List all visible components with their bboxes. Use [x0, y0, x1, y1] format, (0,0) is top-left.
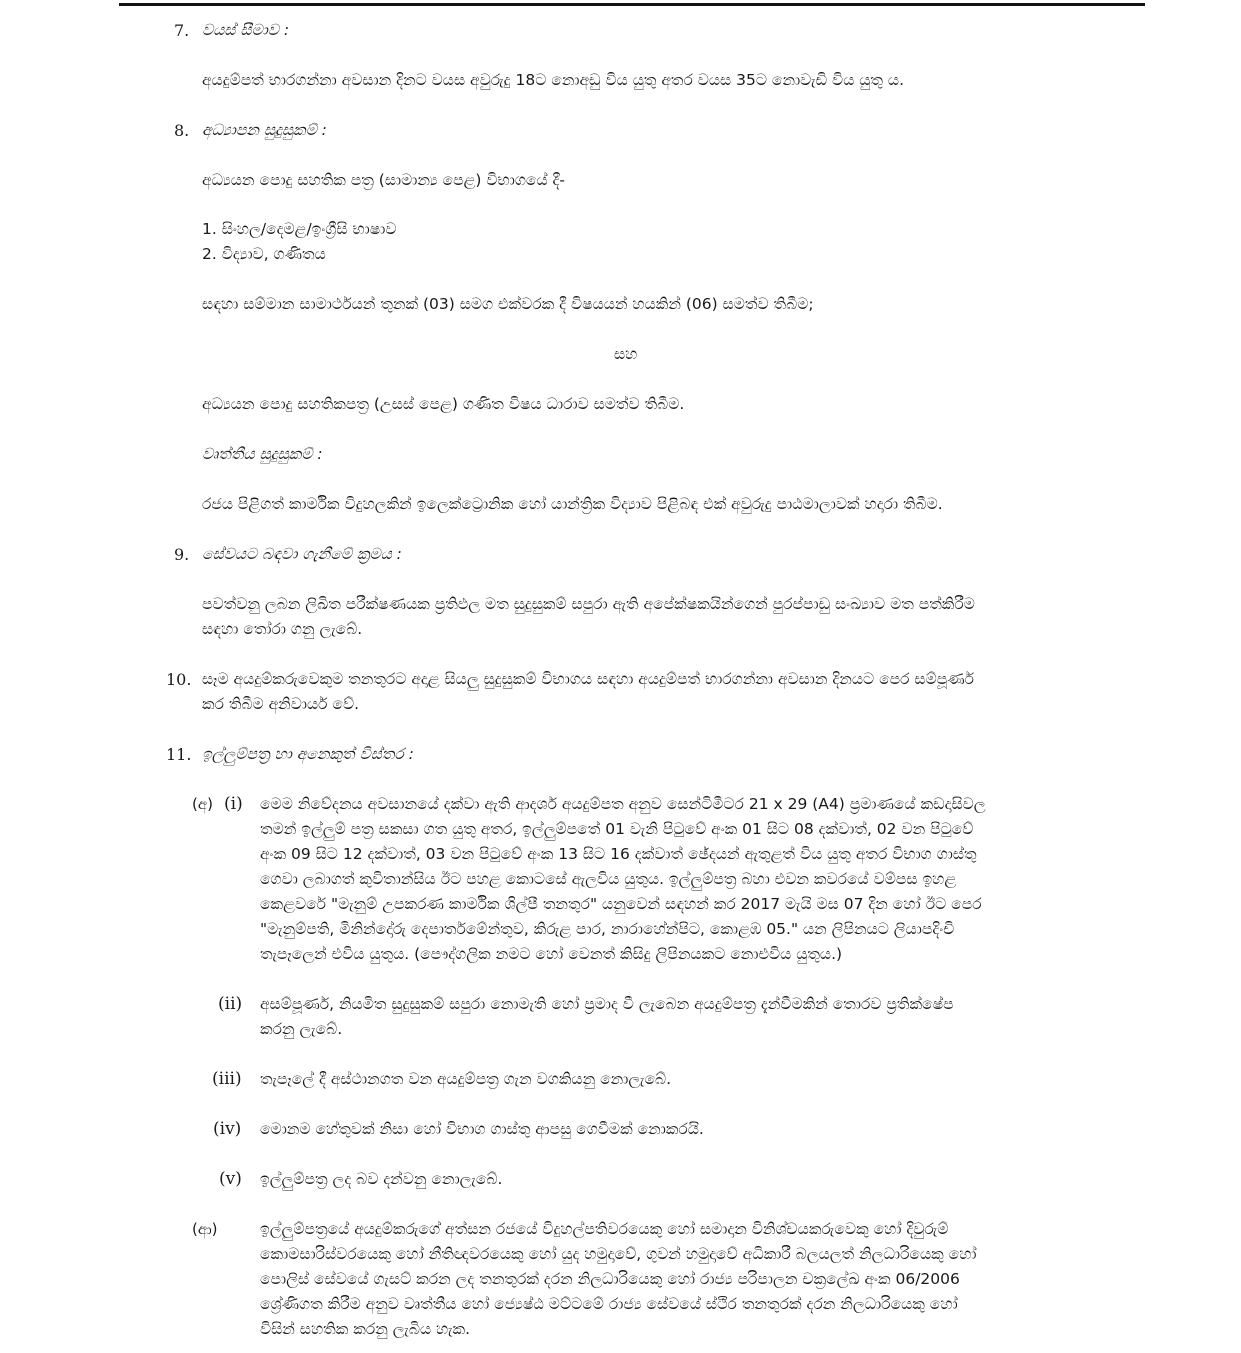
section-11-heading: ඉල්ලුම්පත්‍ර හා අනෙකුත් විස්තර :: [202, 745, 414, 763]
sub-a-i-line-2: තමන් ඉල්ලුම් පත්‍ර සකසා ගත යුතු අතර, ඉල්ලුම්පතේ 01 වැනි පිටුවේ අංක 01 සිට 08 දක්වාත්, 02 වන පිටුවේ: [260, 820, 974, 838]
sub-a-i-line-1: මෙම නිවේදනය අවසානයේ දක්වා ඇති ආදර්ශ අයදුම්පත අනුව සෙන්ටිමීටර 21 x 29 (A4) ප්‍රමාණයේ කඩදාසිවල: [260, 795, 986, 813]
section-8-voc-heading: වෘත්තීය සුදුසුකම් :: [202, 445, 323, 463]
sub-aa-line-5: විසින් සහතික කරනු ලැබිය හැක.: [260, 1320, 471, 1338]
section-7-body: අයදුම්පත් භාරගන්නා අවසාන දිනට වයස අවුරුදු 18ට නොඅඩු විය යුතු අතර වයස 35ට නොවැඩි විය යුතු ය.: [202, 71, 904, 89]
sub-a-i-line-3: අංක 09 සිට 12 දක්වාත්, 03 වන පිටුවේ අංක 13 සිට 16 දක්වාත් ඡේදයන් ඇතුළත් විය යුතු අතර විභාග ගාස්තු: [260, 845, 977, 863]
sub-a-ii-roman: (ii): [218, 994, 243, 1014]
sub-a-i-line-6: "මැනුම්පති, මිනින්දෝරු දෙපාර්තමේන්තුව, කිරුළ පාර, නාරාහේන්පිට, කොළඹ 05." යන ලිපිනයට ලියාපදිංචි: [260, 920, 955, 938]
sub-aa-line-2: කොමසාරිස්වරයෙකු හෝ නීතිඥවරයෙකු හෝ යුද හමුදාවේ, ගුවන් හමුදාවේ අධිකාරී බලයලත් නිලධාරියෙකු හෝ: [260, 1245, 977, 1263]
sub-a-v-text: ඉල්ලුම්පත්‍ර ලද බව දන්වනු නොලැබේ.: [260, 1170, 503, 1188]
section-7-heading: වයස් සීමාව :: [202, 21, 290, 39]
section-8-heading: අධ්‍යාපන සුදුසුකම් :: [202, 121, 327, 139]
sub-aa-label: (ආ): [192, 1220, 218, 1238]
sub-a-iv-roman: (iv): [213, 1119, 242, 1139]
section-7-number: 7.: [174, 21, 190, 40]
sub-a-iii-text: තැපෑලේ දී අස්ථානගත වන අයදුම්පත්‍ර ගැන වගකියනු නොලැබේ.: [260, 1070, 672, 1088]
section-8-intro: අධ්‍යයන පොදු සහතික පත්‍ර (සාමාන්‍ය පෙළ) විභාගයේ දී-: [202, 171, 566, 189]
section-8-al: අධ්‍යයන පොදු සහතිකපත්‍ර (උසස් පෙළ) ගණිත විෂය ධාරාව සමත්ව තිබීම.: [202, 395, 685, 413]
sub-a-i-line-5: කෙළවරේ "මැනුම් උපකරණ කාර්මික ශිල්පී තනතුර" යනුවෙන් සඳහන් කර 2017 මැයි මස 07 දින හෝ ඊට පෙර: [260, 895, 982, 913]
section-8-and: සහ: [614, 345, 638, 363]
section-9-line-1: පවත්වනු ලබන ලිඛිත පරීක්ෂණයක ප්‍රතිඵල මත සුදුසුකම් සපුරා ඇති අපේක්ෂකයින්ගෙන් පුරප්පාඩු සංඛ්‍යාව මත පත්කිරීම: [202, 595, 975, 613]
section-8-item-2: 2. විද්‍යාව, ගණිතය: [202, 245, 326, 263]
section-10-line-1: සෑම අයදුම්කරුවෙකුම තනතුරට අදාළ සියලු සුදුසුකම් විභාගය සඳහා අයදුම්පත් භාරගන්නා අවසාන දිනයට පෙර සම්පූර්ණ: [202, 670, 974, 688]
top-rule: [119, 3, 1145, 6]
sub-a-label: (අ): [192, 795, 213, 813]
sub-aa-line-1: ඉල්ලුම්පත්‍රයේ අයදුම්කරුගේ අත්සන රජයේ විදුහල්පතිවරයෙකු හෝ සමාදාන විනිශ්චයකරුවෙකු හෝ දිවුරුම්: [260, 1220, 949, 1238]
sub-aa-line-3: පොලිස් සේවයේ ගැසට් කරන ලද තනතුරක් දරන නිලධාරියෙකු හෝ රාජ්‍ය පරිපාලන චක්‍රලේඛ අංක 06/2006: [260, 1270, 960, 1288]
section-10-number: 10.: [166, 670, 192, 689]
sub-a-iv-text: මොනම හේතුවක් නිසා හෝ විභාග ගාස්තු ආපසු ගෙවීමක් නොකරයි.: [260, 1120, 704, 1138]
sub-a-i-line-4: ගෙවා ලබාගත් කුවිතාන්සිය ඊට පහළ කොටසේ ඇලවිය යුතුය. ඉල්ලුම්පත්‍ර බහා එවන කවරයේ වම්පස ඉහළ: [260, 870, 957, 888]
sub-a-v-roman: (v): [219, 1169, 242, 1189]
section-8-item-1: 1. සිංහල/දෙමළ/ඉංග්‍රීසි භාෂාව: [202, 220, 397, 238]
section-9-number: 9.: [174, 545, 190, 564]
section-9-line-2: සඳහා තෝරා ගනු ලැබේ.: [202, 620, 363, 638]
sub-a-i-roman: (i): [224, 794, 243, 814]
section-9-heading: සේවයට බඳවා ගැනීමේ ක්‍රමය :: [202, 545, 402, 563]
sub-a-iii-roman: (iii): [212, 1069, 242, 1089]
sub-a-ii-line-1: අසම්පූර්ණ, නියමිත සුදුසුකම් සපුරා නොමැති හෝ ප්‍රමාද වී ලැබෙන අයදුම්පත්‍ර දැන්වීමකින් තොරව ප්‍රතික්ෂේප: [260, 995, 954, 1013]
sub-aa-line-4: ශ්‍රේණිගත කිරීම අනුව වෘත්තීය හෝ ජ්‍යෙෂ්ඨ මට්ටමේ රාජ්‍ය සේවයේ ස්ථිර තනතුරක් දරන නිලධාරියෙකු හෝ: [260, 1295, 958, 1313]
section-10-line-2: කර තිබීම අනිවාර්ය වේ.: [202, 695, 360, 713]
section-8-number: 8.: [174, 121, 190, 140]
sub-a-i-line-7: තැපෑලෙන් එවිය යුතුය. (පෞද්ගලික නමට හෝ වෙනත් කිසිදු ලිපිනයකට නොඑවිය යුතුය.): [260, 945, 843, 963]
section-11-number: 11.: [166, 745, 192, 764]
sub-a-ii-line-2: කරනු ලැබේ.: [260, 1020, 343, 1038]
section-8-passes: සඳහා සම්මාන සාමාර්ථයන් තුනක් (03) සමග එක්වරක දී විෂයයන් හයකින් (06) සමත්ව තිබීම;: [202, 295, 814, 313]
section-8-voc-body: රජය පිළිගත් කාර්මික විදුහලකින් ඉලෙක්ට්‍රොනික හෝ යාන්ත්‍රික විද්‍යාව පිළිබඳ එක් අවුරුදු පාඨමාලාවක් හදාරා තිබීම.: [202, 495, 943, 513]
